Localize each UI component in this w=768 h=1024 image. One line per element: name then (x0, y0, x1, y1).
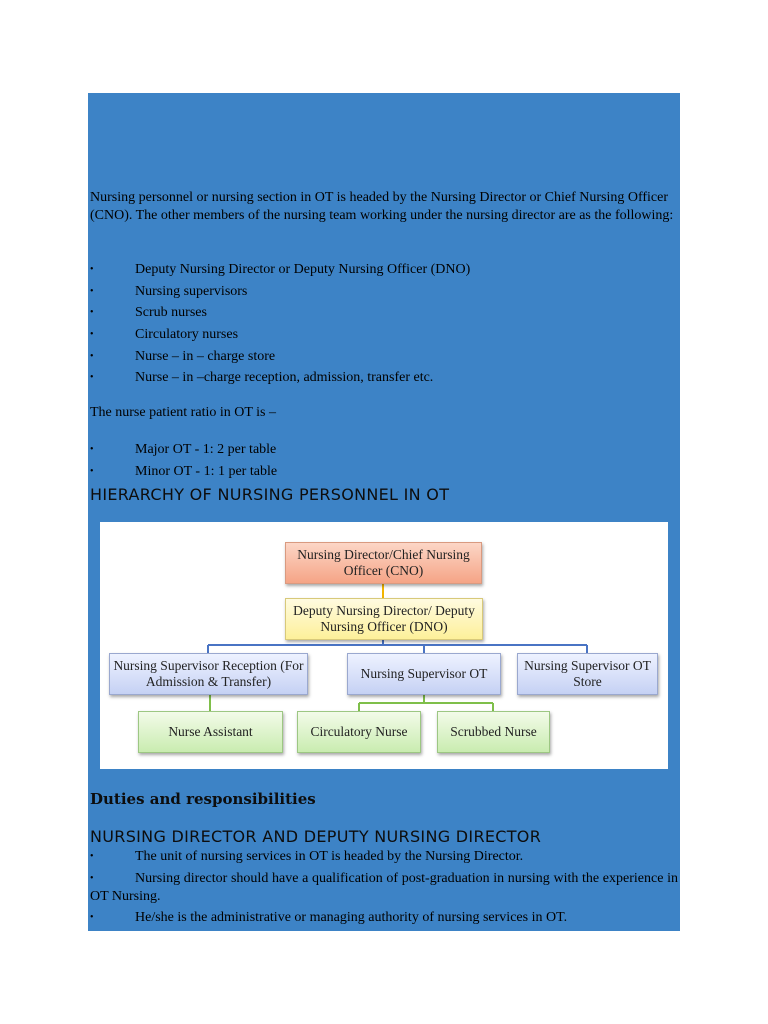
bullet-icon: • (90, 285, 94, 297)
ratio-intro: The nurse patient ratio in OT is – (90, 405, 276, 420)
bullet-icon: • (90, 912, 94, 923)
node-supervisor-ot: Nursing Supervisor OT (347, 653, 501, 695)
bullet-icon: • (90, 329, 94, 341)
list-item: • Nursing director should have a qualification of post-graduation in nursing with the experience in OT Nursing. (90, 871, 678, 904)
bullet-icon: • (90, 851, 94, 862)
team-members-list (88, 259, 680, 389)
node-supervisor-ot-store: Nursing Supervisor OT Store (517, 653, 658, 695)
node-scrubbed-nurse: Scrubbed Nurse (437, 711, 550, 753)
duties-heading: Duties and responsibilities (90, 790, 316, 808)
bullet-icon: • (90, 307, 94, 319)
bullet-icon: • (90, 350, 94, 362)
node-nurse-assistant: Nurse Assistant (138, 711, 283, 753)
bullet-icon: • (90, 264, 94, 275)
bullet-icon: • (90, 465, 94, 477)
list-item: • Nurse – in –charge reception, admission, transfer etc. (88, 367, 680, 389)
ratio-list (88, 439, 680, 482)
intro-paragraph: Nursing personnel or nursing section in OT is headed by the Nursing Director or Chief Nursing Officer (CNO). The other members of the nursing team working under the nursing director are as the following: (90, 190, 674, 223)
list-item: • He/she is the administrative or managing authority of nursing services in OT. (90, 910, 568, 925)
node-nursing-director: Nursing Director/Chief Nursing Officer (CNO) (285, 542, 482, 584)
bullet-icon: • (90, 444, 94, 455)
document-page (88, 93, 680, 931)
org-chart (100, 522, 668, 769)
node-supervisor-reception: Nursing Supervisor Reception (For Admission & Transfer) (109, 653, 308, 695)
list-item: • Nurse – in – charge store (88, 346, 680, 368)
list-item: • Major OT - 1: 2 per table (88, 439, 680, 461)
director-heading: NURSING DIRECTOR AND DEPUTY NURSING DIRECTOR (90, 827, 542, 846)
list-item: • Scrub nurses (88, 302, 680, 324)
hierarchy-heading: HIERARCHY OF NURSING PERSONNEL IN OT (90, 485, 450, 504)
list-item: • Deputy Nursing Director or Deputy Nursing Officer (DNO) (88, 259, 680, 281)
list-item: • Nursing supervisors (88, 281, 680, 303)
list-item: • Circulatory nurses (88, 324, 680, 346)
node-circulatory-nurse: Circulatory Nurse (297, 711, 421, 753)
bullet-icon: • (90, 372, 94, 384)
list-item: • Minor OT - 1: 1 per table (88, 461, 680, 483)
node-deputy-nursing-director: Deputy Nursing Director/ Deputy Nursing Officer (DNO) (285, 598, 483, 640)
bullet-icon: • (90, 873, 94, 884)
list-item: • The unit of nursing services in OT is headed by the Nursing Director. (90, 849, 524, 864)
